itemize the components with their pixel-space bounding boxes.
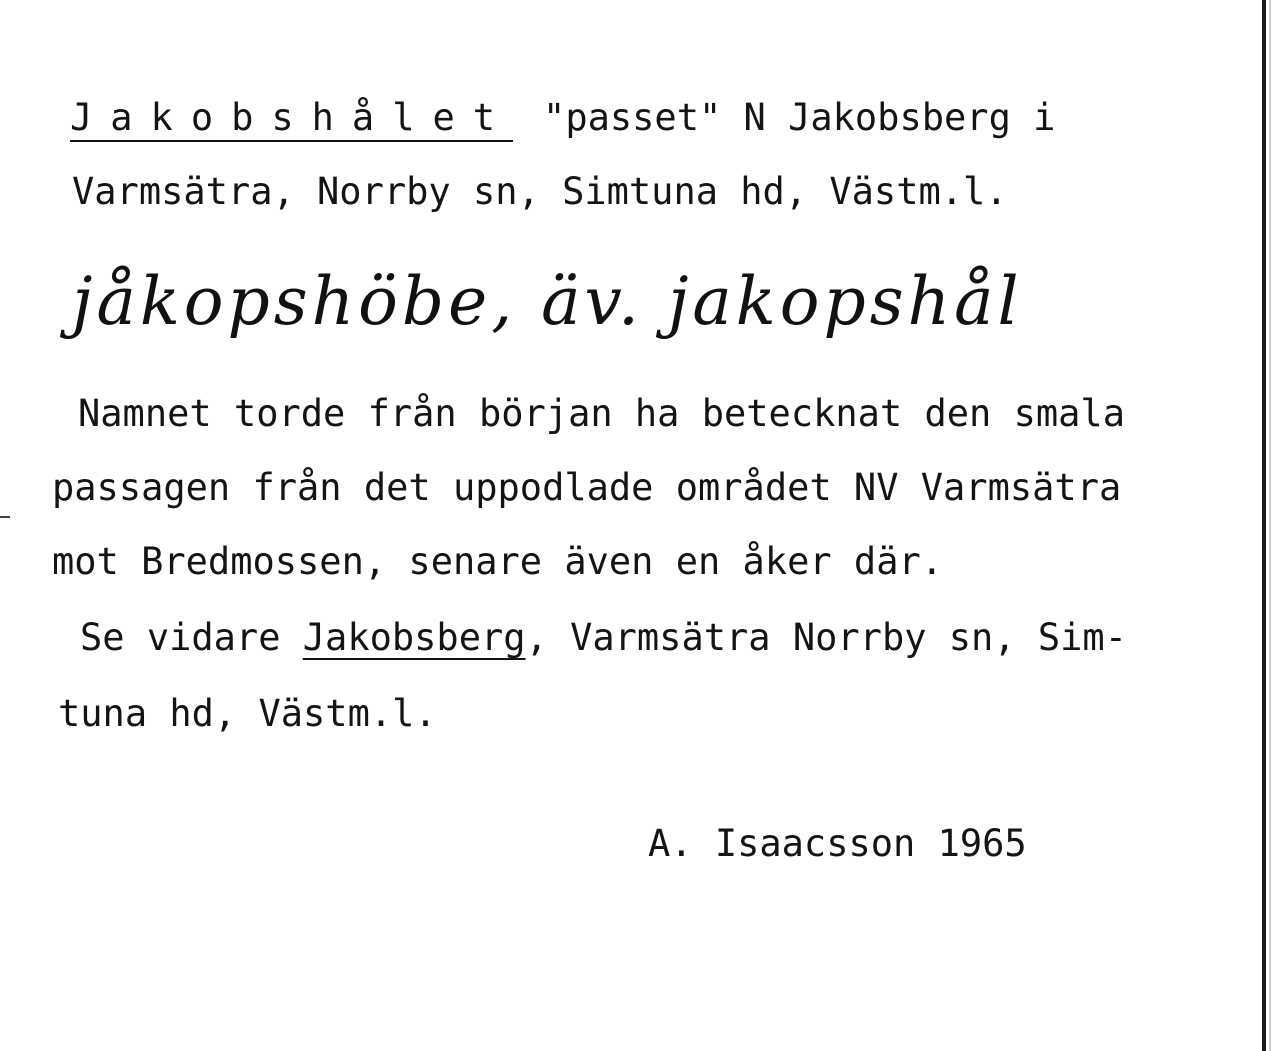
card-right-edge-shadow <box>1269 0 1271 1051</box>
card-right-edge <box>1262 0 1266 1051</box>
location-line: Varmsätra, Norrby sn, Simtuna hd, Västm.l. <box>72 170 1008 213</box>
body-line-3: mot Bredmossen, senare även en åker där. <box>52 540 944 583</box>
left-margin-mark <box>0 516 10 518</box>
signature: A. Isaacsson 1965 <box>648 822 1027 865</box>
body-line-2: passagen från det uppodlade området NV Varmsätra <box>52 466 1122 509</box>
pronunciation-first: jåkopshöbe <box>72 263 492 340</box>
headword: Jakobshålet <box>70 96 514 139</box>
see-also-prefix: Se vidare <box>80 616 281 659</box>
handwritten-pronunciation <box>72 262 1023 342</box>
see-also-line <box>80 616 1127 660</box>
heading-line <box>70 96 1055 140</box>
pronunciation-second: jakopshål <box>667 263 1023 340</box>
body-line-1: Namnet torde från början ha betecknat den smala <box>78 392 1125 435</box>
see-also-line-2: tuna hd, Västm.l. <box>58 692 437 735</box>
heading-description: "passet" N Jakobsberg i <box>543 96 1056 139</box>
see-also-rest: , Varmsätra Norrby sn, Sim- <box>525 616 1127 659</box>
pronunciation-separator: , äv. <box>491 263 643 340</box>
see-also-reference: Jakobsberg <box>302 616 526 659</box>
